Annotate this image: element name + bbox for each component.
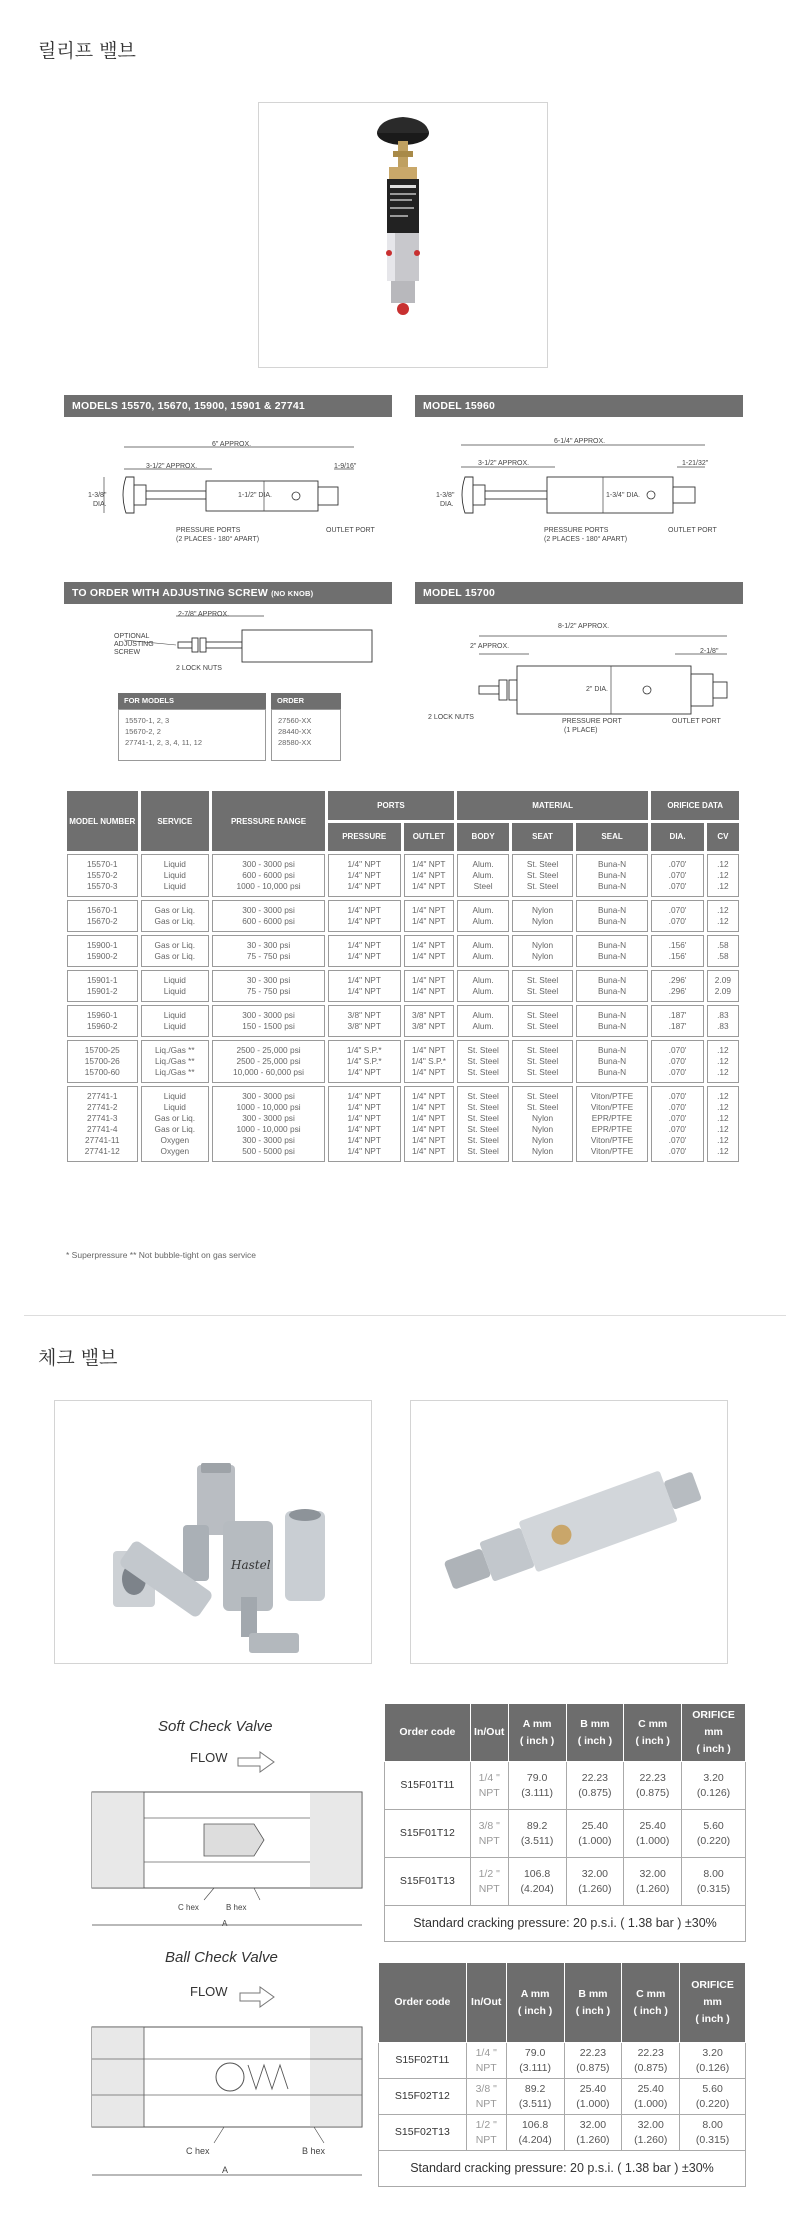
check-valve-row	[385, 1858, 746, 1906]
check-valve-single-image	[411, 1401, 727, 1663]
to-order-header-text: TO ORDER WITH ADJUSTING SCREW	[72, 587, 268, 599]
spec-cell-port-pressure: 1/4" NPT 1/4" NPT	[328, 900, 401, 932]
ball-col-b: B mm ( inch )	[564, 1963, 622, 2043]
spec-cell-service: Liquid Liquid Gas or Liq. Gas or Liq. Oxygen Oxygen	[141, 1086, 210, 1162]
cell-dim-a: 106.8 (4.204)	[508, 1858, 566, 1906]
soft-c-hex-label: C hex	[178, 1903, 199, 1912]
diagram-c-screw: SCREW	[114, 649, 141, 656]
inout-size: 1/4 "	[475, 2046, 497, 2059]
inout-thread: NPT	[478, 1834, 500, 1847]
spec-cell-port-pressure: 1/4" NPT 1/4" NPT	[328, 935, 401, 967]
cell-dim-b: 22.23 (0.875)	[566, 1762, 624, 1810]
cell-orifice: 8.00 (0.315)	[682, 1858, 746, 1906]
diagram-a-knob-diameter: 1-3/8"	[88, 492, 107, 499]
spec-cell-model: 15900-1 15900-2	[67, 935, 138, 967]
spec-cell-pressure-range: 30 - 300 psi 75 - 750 psi	[212, 970, 325, 1002]
soft-col-inout: In/Out	[470, 1704, 508, 1762]
spec-cell-port-pressure: 1/4" S.P.* 1/4" S.P.* 1/4" NPT	[328, 1040, 401, 1083]
spec-cell-port-outlet: 1/4" NPT 1/4" NPT	[404, 935, 454, 967]
check-valve-photo-logo: Hastel	[231, 1558, 271, 1572]
diagram-c-lock-nuts: 2 LOCK NUTS	[176, 665, 222, 672]
diagram-b-knob-diameter: 1-3/8"	[436, 492, 455, 499]
cell-dim-c: 25.40 (1.000)	[624, 1810, 682, 1858]
check-valve-photo-single	[410, 1400, 728, 1664]
diagram-b-pressure-ports-note: (2 PLACES - 180° APART)	[544, 536, 628, 543]
relief-valve-photo	[258, 102, 548, 368]
soft-col-order-code: Order code	[385, 1704, 471, 1762]
cell-dim-b: 32.00 (1.260)	[564, 2115, 622, 2151]
col-ports-outlet: OUTLET	[404, 823, 454, 852]
spec-row	[67, 935, 739, 967]
spec-cell-model: 15670-1 15670-2	[67, 900, 138, 932]
ball-col-orifice: ORIFICE mm ( inch )	[680, 1963, 746, 2043]
spec-cell-seat: St. Steel St. Steel	[512, 970, 572, 1002]
check-valve-row	[379, 2115, 746, 2151]
spec-cell-seat: St. Steel St. Steel	[512, 1005, 572, 1037]
col-seal: SEAL	[576, 823, 649, 852]
spec-cell-cv: .83 .83	[707, 1005, 739, 1037]
spec-cell-dia: .070' .070'	[651, 900, 703, 932]
ball-col-inout: In/Out	[466, 1963, 506, 2043]
col-orifice-data: ORIFICE DATA	[651, 791, 739, 820]
cell-orifice: 3.20 (0.126)	[680, 2043, 746, 2079]
diagram-a-knob-dia-label: DIA.	[93, 501, 107, 508]
col-pressure-range: PRESSURE RANGE	[212, 791, 325, 851]
diagram-d-pressure-port: PRESSURE PORT	[562, 718, 622, 725]
col-material: MATERIAL	[457, 791, 648, 820]
spec-cell-seal: Buna-N Buna-N	[576, 1005, 649, 1037]
spec-cell-port-outlet: 3/8" NPT 3/8" NPT	[404, 1005, 454, 1037]
cell-dim-b: 32.00 (1.260)	[566, 1858, 624, 1906]
spec-cell-dia: .070' .070' .070' .070' .070' .070'	[651, 1086, 703, 1162]
order-table-order-header: ORDER	[271, 693, 341, 709]
spec-cell-body: Alum. Alum.	[457, 970, 509, 1002]
ball-col-order-code: Order code	[379, 1963, 467, 2043]
spec-cell-seal: Buna-N Buna-N	[576, 970, 649, 1002]
diagram-c-adjusting: ADJUSTING	[114, 641, 154, 648]
col-seat: SEAT	[512, 823, 572, 852]
diagram-a-pressure-ports-note: (2 PLACES - 180° APART)	[176, 536, 260, 543]
diagram-b-outlet-port: OUTLET PORT	[668, 527, 717, 534]
spec-cell-model: 15960-1 15960-2	[67, 1005, 138, 1037]
spec-cell-port-pressure: 1/4" NPT 1/4" NPT 1/4" NPT	[328, 854, 401, 897]
cell-dim-c: 22.23 (0.875)	[622, 2043, 680, 2079]
spec-cell-port-outlet: 1/4" NPT 1/4" NPT	[404, 900, 454, 932]
diagram-a-overall-length: 6" APPROX.	[212, 441, 252, 448]
spec-row	[67, 1086, 739, 1162]
diagram-a-outlet-port: OUTLET PORT	[326, 527, 375, 534]
check-valve-title: 체크 밸브	[38, 1347, 118, 1369]
ball-check-valve-title: Ball Check Valve	[165, 1949, 278, 1966]
spec-cell-dia: .156' .156'	[651, 935, 703, 967]
check-valve-row	[379, 2043, 746, 2079]
relief-valve-image	[259, 103, 547, 367]
diagram-d-pressure-port-note: (1 PLACE)	[564, 727, 598, 734]
ball-col-c: C mm ( inch )	[622, 1963, 680, 2043]
cell-dim-a: 79.0 (3.111)	[506, 2043, 564, 2079]
inout-thread: NPT	[475, 2097, 497, 2110]
col-body: BODY	[457, 823, 509, 852]
relief-valve-title: 릴리프 밸브	[38, 40, 136, 62]
spec-cell-model: 27741-1 27741-2 27741-3 27741-4 27741-11 27741-12	[67, 1086, 138, 1162]
cell-inout	[466, 2115, 506, 2151]
spec-cell-seat: St. Steel St. Steel St. Steel	[512, 854, 572, 897]
spec-cell-body: St. Steel St. Steel St. Steel St. Steel St. Steel St. Steel	[457, 1086, 509, 1162]
order-table-models-column	[118, 693, 266, 761]
check-valve-row	[385, 1810, 746, 1858]
spec-cell-cv: .58 .58	[707, 935, 739, 967]
spec-cell-seat: St. Steel St. Steel St. Steel	[512, 1040, 572, 1083]
soft-col-a: A mm ( inch )	[508, 1704, 566, 1762]
spec-cell-seal: Buna-N Buna-N	[576, 935, 649, 967]
spec-cell-model: 15570-1 15570-2 15570-3	[67, 854, 138, 897]
soft-col-orifice: ORIFICE mm ( inch )	[682, 1704, 746, 1762]
spec-row	[67, 1005, 739, 1037]
spec-cell-dia: .070' .070' .070'	[651, 854, 703, 897]
spec-cell-body: Alum. Alum.	[457, 900, 509, 932]
cell-dim-a: 79.0 (3.111)	[508, 1762, 566, 1810]
inout-thread: NPT	[478, 1882, 500, 1895]
model-15960-header-bar: MODEL 15960	[415, 395, 743, 417]
cell-dim-c: 25.40 (1.000)	[622, 2079, 680, 2115]
spec-cell-service: Liquid Liquid	[141, 970, 210, 1002]
soft-check-valve-title: Soft Check Valve	[158, 1718, 273, 1735]
spec-cell-seat: Nylon Nylon	[512, 935, 572, 967]
spec-row	[67, 900, 739, 932]
cell-orifice: 3.20 (0.126)	[682, 1762, 746, 1810]
spec-cell-cv: .12 .12 .12	[707, 854, 739, 897]
order-table-models-list: 15570-1, 2, 3 15670-2, 2 27741-1, 2, 3, 4, 11, 12	[118, 709, 266, 761]
models-header-bar: MODELS 15570, 15670, 15900, 15901 & 27741	[64, 395, 392, 417]
spec-cell-seat: St. Steel St. Steel Nylon Nylon Nylon Nylon	[512, 1086, 572, 1162]
spec-cell-model: 15700-25 15700-26 15700-60	[67, 1040, 138, 1083]
spec-cell-dia: .296' .296'	[651, 970, 703, 1002]
relief-footnote: * Superpressure ** Not bubble-tight on gas service	[66, 1250, 256, 1260]
inout-thread: NPT	[475, 2133, 497, 2146]
soft-b-hex-label: B hex	[226, 1903, 247, 1912]
diagram-b-knob-dia-label: DIA.	[440, 501, 454, 508]
cell-orifice: 5.60 (0.220)	[682, 1810, 746, 1858]
spec-cell-port-pressure: 3/8" NPT 3/8" NPT	[328, 1005, 401, 1037]
cell-inout	[470, 1858, 508, 1906]
spec-cell-port-outlet: 1/4" NPT 1/4" NPT 1/4" NPT 1/4" NPT 1/4" NPT 1/4" NPT	[404, 1086, 454, 1162]
ball-col-a: A mm ( inch )	[506, 1963, 564, 2043]
diagram-d-outlet-length: 2-1/8"	[700, 648, 719, 655]
ball-b-hex-label: B hex	[302, 2146, 326, 2156]
diagram-d-lock-nuts: 2 LOCK NUTS	[428, 714, 474, 721]
order-table-order-list: 27560-XX 28440-XX 28580-XX	[271, 709, 341, 761]
spec-cell-port-outlet: 1/4" NPT 1/4" NPT 1/4" NPT	[404, 854, 454, 897]
cell-order-code: S15F01T13	[385, 1858, 471, 1906]
spec-row	[67, 854, 739, 897]
cell-order-code: S15F02T12	[379, 2079, 467, 2115]
to-order-header-note: (NO KNOB)	[271, 589, 314, 598]
col-dia: DIA.	[651, 823, 703, 852]
spec-cell-cv: .12 .12	[707, 900, 739, 932]
spec-cell-dia: .070' .070' .070'	[651, 1040, 703, 1083]
check-valve-row	[385, 1762, 746, 1810]
diagram-d-end-length: 2" APPROX.	[470, 643, 510, 650]
check-valve-row	[379, 2079, 746, 2115]
spec-cell-seal: Viton/PTFE Viton/PTFE EPR/PTFE EPR/PTFE Viton/PTFE Viton/PTFE	[576, 1086, 649, 1162]
diagram-b-body-diameter: 1-3/4" DIA.	[606, 492, 640, 499]
diagram-d-body-diameter: 2" DIA.	[586, 686, 608, 693]
ball-cracking-pressure: Standard cracking pressure: 20 p.s.i. ( 1.38 bar ) ±30%	[379, 2151, 746, 2187]
cell-dim-b: 25.40 (1.000)	[566, 1810, 624, 1858]
spec-cell-service: Liquid Liquid Liquid	[141, 854, 210, 897]
check-valve-photo-group	[54, 1400, 372, 1664]
to-order-header-bar	[64, 582, 392, 604]
diagram-d-overall-length: 8-1/2" APPROX.	[558, 623, 610, 630]
check-valve-group-image	[55, 1401, 371, 1663]
spec-cell-cv: .12 .12 .12 .12 .12 .12	[707, 1086, 739, 1162]
cell-dim-c: 32.00 (1.260)	[624, 1858, 682, 1906]
cell-inout	[466, 2079, 506, 2115]
diagram-c-optional: OPTIONAL	[114, 633, 150, 640]
spec-cell-cv: 2.09 2.09	[707, 970, 739, 1002]
soft-flow-label: FLOW	[190, 1750, 228, 1765]
col-ports: PORTS	[328, 791, 454, 820]
spec-cell-pressure-range: 2500 - 25,000 psi 2500 - 25,000 psi 10,000 - 60,000 psi	[212, 1040, 325, 1083]
ball-a-label: A	[222, 2165, 229, 2175]
spec-cell-service: Liq./Gas ** Liq./Gas ** Liq./Gas **	[141, 1040, 210, 1083]
ball-c-hex-label: C hex	[186, 2146, 210, 2156]
diagram-a-knob-length: 3-1/2" APPROX.	[146, 463, 198, 470]
diagram-b-pressure-ports: PRESSURE PORTS	[544, 527, 609, 534]
soft-col-b: B mm ( inch )	[566, 1704, 624, 1762]
inout-thread: NPT	[475, 2061, 497, 2074]
model-15700-header-bar: MODEL 15700	[415, 582, 743, 604]
cell-dim-b: 22.23 (0.875)	[564, 2043, 622, 2079]
soft-col-c: C mm ( inch )	[624, 1704, 682, 1762]
diagram-b-overall-length: 6-1/4" APPROX.	[554, 438, 606, 445]
spec-cell-pressure-range: 300 - 3000 psi 600 - 6000 psi 1000 - 10,000 psi	[212, 854, 325, 897]
order-table-models-header: FOR MODELS	[118, 693, 266, 709]
cell-dim-b: 25.40 (1.000)	[564, 2079, 622, 2115]
diagram-c-length: 2-7/8" APPROX.	[178, 611, 230, 618]
diagram-a-pressure-ports: PRESSURE PORTS	[176, 527, 241, 534]
spec-cell-seal: Buna-N Buna-N	[576, 900, 649, 932]
inout-size: 3/8 "	[478, 1819, 500, 1832]
spec-cell-cv: .12 .12 .12	[707, 1040, 739, 1083]
cell-order-code: S15F01T12	[385, 1810, 471, 1858]
cell-inout	[466, 2043, 506, 2079]
inout-size: 1/4 "	[478, 1771, 500, 1784]
inout-size: 1/2 "	[475, 2118, 497, 2131]
section-divider	[24, 1315, 786, 1316]
diagram-b-outlet-length: 1-21/32"	[682, 460, 709, 467]
diagram-a-outlet-length: 1-9/16"	[334, 463, 357, 470]
soft-a-label: A	[222, 1919, 228, 1928]
cell-inout	[470, 1762, 508, 1810]
cell-dim-a: 106.8 (4.204)	[506, 2115, 564, 2151]
diagram-d-outlet-port: OUTLET PORT	[672, 718, 721, 725]
spec-cell-port-outlet: 1/4" NPT 1/4" NPT	[404, 970, 454, 1002]
spec-row	[67, 1040, 739, 1083]
cell-order-code: S15F02T11	[379, 2043, 467, 2079]
spec-cell-service: Gas or Liq. Gas or Liq.	[141, 900, 210, 932]
spec-cell-pressure-range: 300 - 3000 psi 150 - 1500 psi	[212, 1005, 325, 1037]
col-service: SERVICE	[141, 791, 210, 851]
spec-cell-pressure-range: 300 - 3000 psi 600 - 6000 psi	[212, 900, 325, 932]
spec-cell-body: Alum. Alum.	[457, 1005, 509, 1037]
spec-row	[67, 970, 739, 1002]
cell-dim-a: 89.2 (3.511)	[508, 1810, 566, 1858]
spec-cell-body: Alum. Alum.	[457, 935, 509, 967]
ball-check-valve-diagram	[84, 1975, 374, 2185]
col-ports-pressure: PRESSURE	[328, 823, 401, 852]
cell-dim-c: 32.00 (1.260)	[622, 2115, 680, 2151]
soft-check-valve-table	[384, 1703, 746, 1942]
col-model-number: MODEL NUMBER	[67, 791, 138, 851]
relief-spec-table	[64, 788, 742, 1165]
spec-cell-body: Alum. Alum. Steel	[457, 854, 509, 897]
spec-cell-seal: Buna-N Buna-N Buna-N	[576, 854, 649, 897]
diagram-b-knob-length: 3-1/2" APPROX.	[478, 460, 530, 467]
ball-check-valve-table	[378, 1962, 746, 2187]
spec-cell-seal: Buna-N Buna-N Buna-N	[576, 1040, 649, 1083]
spec-cell-pressure-range: 30 - 300 psi 75 - 750 psi	[212, 935, 325, 967]
spec-cell-port-pressure: 1/4" NPT 1/4" NPT 1/4" NPT 1/4" NPT 1/4" NPT 1/4" NPT	[328, 1086, 401, 1162]
inout-size: 1/2 "	[478, 1867, 500, 1880]
spec-cell-service: Gas or Liq. Gas or Liq.	[141, 935, 210, 967]
cell-inout	[470, 1810, 508, 1858]
spec-cell-dia: .187' .187'	[651, 1005, 703, 1037]
spec-cell-pressure-range: 300 - 3000 psi 1000 - 10,000 psi 300 - 3000 psi 1000 - 10,000 psi 300 - 3000 psi 500 - 5000 psi	[212, 1086, 325, 1162]
ball-flow-label: FLOW	[190, 1984, 228, 1999]
inout-thread: NPT	[478, 1786, 500, 1799]
cell-order-code: S15F01T11	[385, 1762, 471, 1810]
cell-order-code: S15F02T13	[379, 2115, 467, 2151]
spec-cell-body: St. Steel St. Steel St. Steel	[457, 1040, 509, 1083]
cell-orifice: 8.00 (0.315)	[680, 2115, 746, 2151]
spec-cell-port-outlet: 1/4" NPT 1/4" S.P.* 1/4" NPT	[404, 1040, 454, 1083]
cell-dim-a: 89.2 (3.511)	[506, 2079, 564, 2115]
spec-cell-model: 15901-1 15901-2	[67, 970, 138, 1002]
diagram-a-body-diameter: 1-1/2" DIA.	[238, 492, 272, 499]
cell-orifice: 5.60 (0.220)	[680, 2079, 746, 2115]
spec-cell-seat: Nylon Nylon	[512, 900, 572, 932]
col-cv: CV	[707, 823, 739, 852]
spec-cell-service: Liquid Liquid	[141, 1005, 210, 1037]
order-table-order-column	[271, 693, 341, 761]
soft-cracking-pressure: Standard cracking pressure: 20 p.s.i. ( 1.38 bar ) ±30%	[385, 1906, 746, 1942]
inout-size: 3/8 "	[475, 2082, 497, 2095]
spec-cell-port-pressure: 1/4" NPT 1/4" NPT	[328, 970, 401, 1002]
cell-dim-c: 22.23 (0.875)	[624, 1762, 682, 1810]
